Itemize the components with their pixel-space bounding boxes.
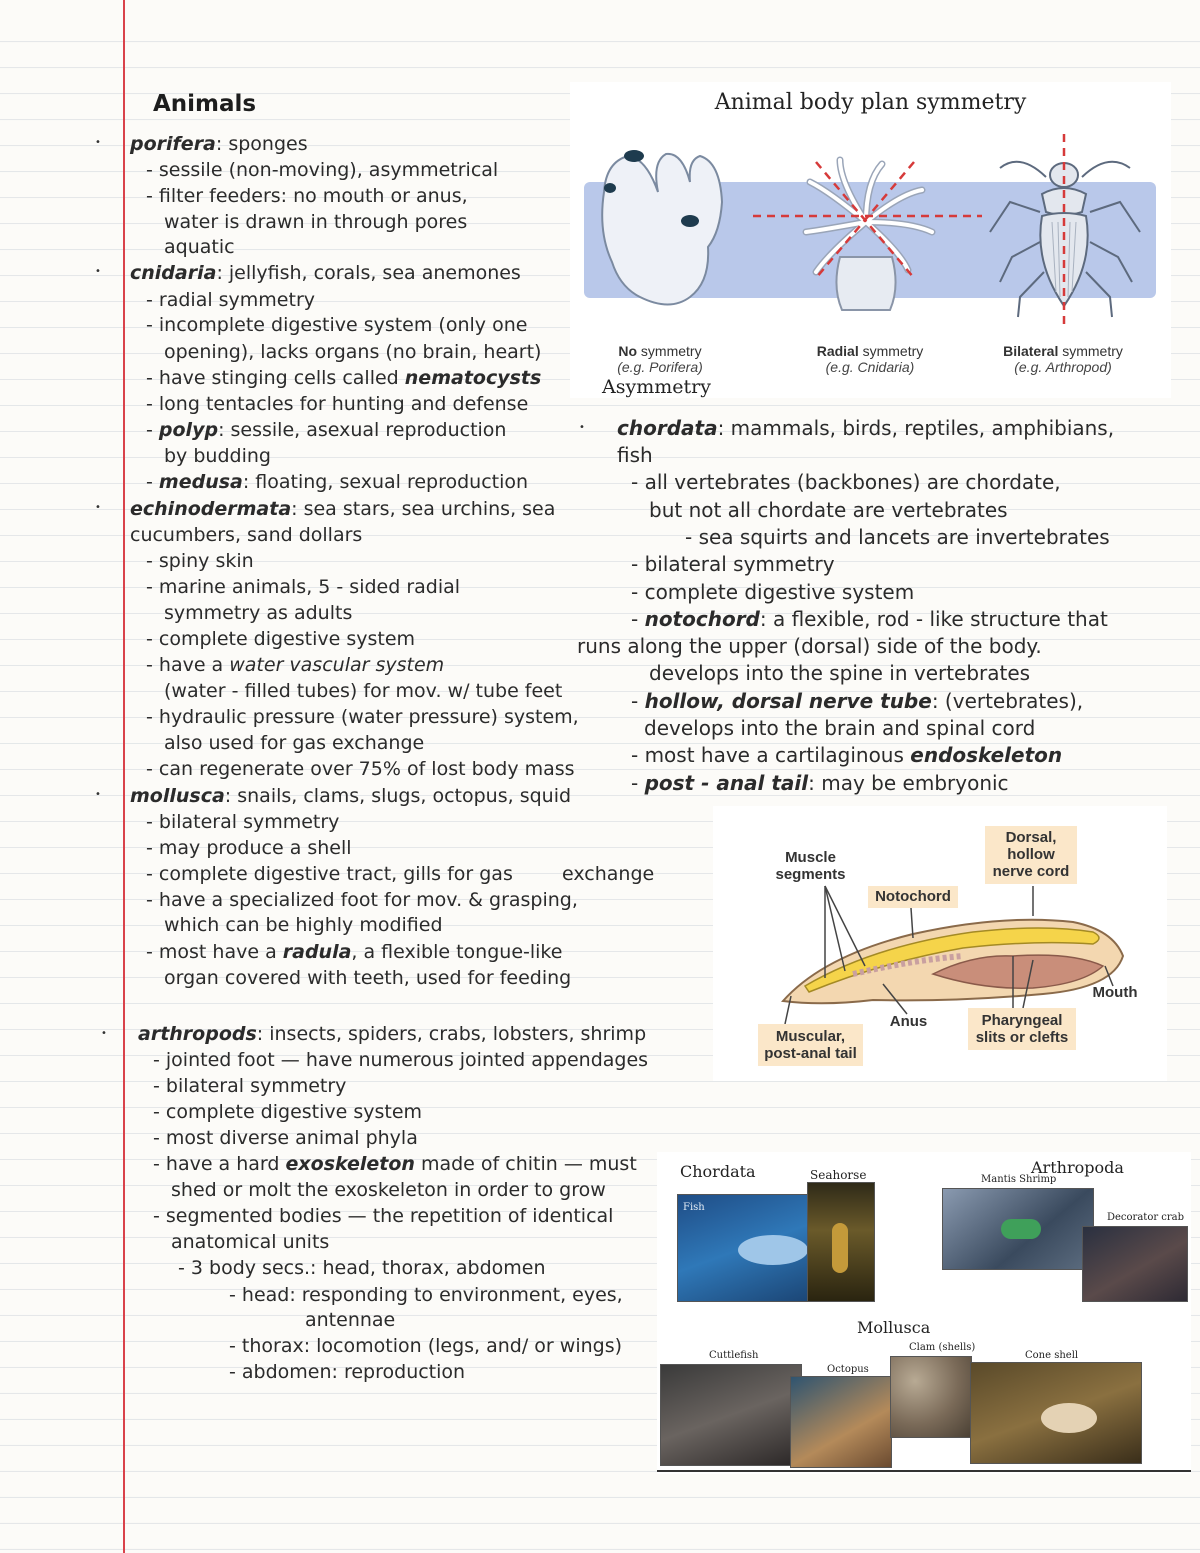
arthropods-item: antennae	[305, 1309, 396, 1331]
mollusca-item: - complete digestive tract, gills for gas	[146, 863, 513, 885]
label-arthropoda: Arthropoda	[1031, 1158, 1124, 1177]
label-chordata: Chordata	[680, 1162, 756, 1181]
label-mantis-shrimp: Mantis Shrimp	[981, 1174, 1057, 1185]
mollusca-item: - may produce a shell	[146, 837, 352, 859]
cnidaria-item: - have stinging cells called nematocysts	[146, 367, 542, 389]
echinodermata-heading: echinodermata: sea stars, sea urchins, sea	[130, 498, 556, 520]
label-clam: Clam (shells)	[909, 1342, 976, 1353]
label-cuttlefish: Cuttlefish	[709, 1350, 759, 1361]
echinodermata-item: cucumbers, sand dollars	[130, 524, 363, 546]
chordata-item: - all vertebrates (backbones) are chordate,	[631, 470, 1061, 494]
echinodermata-item: - marine animals, 5 - sided radial	[146, 576, 461, 598]
echinodermata-item: - hydraulic pressure (water pressure) system,	[146, 706, 579, 728]
label-pharyngeal-slits: Pharyngeal slits or clefts	[975, 1012, 1069, 1046]
label-dorsal-nerve-cord: Dorsal, hollow nerve cord	[992, 829, 1070, 880]
cnidaria-polyp: - polyp: sessile, asexual reproduction	[146, 419, 507, 441]
echinodermata-item: also used for gas exchange	[164, 732, 425, 754]
label-seahorse: Seahorse	[810, 1168, 867, 1182]
label-cone-shell: Cone shell	[1025, 1350, 1079, 1361]
mollusca-item: exchange	[562, 863, 655, 885]
bullet-icon: •	[579, 422, 585, 433]
chordata-item: - complete digestive system	[631, 580, 915, 604]
label-mouth: Mouth	[1092, 984, 1138, 1001]
bullet-icon: •	[95, 266, 101, 277]
porifera-item: water is drawn in through pores	[164, 211, 468, 233]
echinodermata-item: (water - filled tubes) for mov. w/ tube feet	[164, 680, 563, 702]
porifera-item: aquatic	[164, 236, 235, 258]
echinodermata-item: symmetry as adults	[164, 602, 353, 624]
caption-no-symmetry: No symmetry (e.g. Porifera)	[617, 343, 703, 375]
chordata-tail: - post - anal tail: may be embryonic	[631, 771, 1009, 795]
seahorse-photo	[807, 1182, 875, 1302]
label-decorator-crab: Decorator crab	[1107, 1212, 1185, 1223]
cnidaria-item: by budding	[164, 445, 271, 467]
label-fish: Fish	[683, 1202, 705, 1213]
bullet-icon: •	[95, 502, 101, 513]
asymmetry-note: Asymmetry	[602, 376, 711, 398]
cnidaria-item: - incomplete digestive system (only one	[146, 314, 528, 336]
label-post-anal-tail: Muscular, post-anal tail	[764, 1028, 857, 1062]
page-title: Animals	[153, 91, 257, 117]
cone-shell-photo	[970, 1362, 1142, 1464]
chordata-item: develops into the spine in vertebrates	[649, 661, 1031, 685]
bullet-icon: •	[101, 1028, 107, 1039]
echinodermata-item: - can regenerate over 75% of lost body mass	[146, 758, 575, 780]
chordata-item: - sea squirts and lancets are invertebrates	[685, 525, 1110, 549]
label-anus: Anus	[889, 1013, 928, 1030]
arthropods-item: anatomical units	[171, 1231, 330, 1253]
arthropods-item: - abdomen: reproduction	[229, 1361, 466, 1383]
porifera-heading: porifera: sponges	[130, 133, 308, 155]
figure-baseline	[657, 1470, 1191, 1472]
phyla-photos-figure	[657, 1152, 1191, 1474]
caption-radial-symmetry: Radial symmetry (e.g. Cnidaria)	[816, 343, 924, 375]
bullet-icon: •	[95, 789, 101, 800]
decorator-crab-photo	[1082, 1226, 1188, 1302]
mollusca-radula: - most have a radula, a flexible tongue-like	[146, 941, 563, 963]
octopus-photo	[790, 1376, 892, 1468]
clam-shells-photo	[890, 1356, 972, 1438]
chordata-item: runs along the upper (dorsal) side of the body.	[577, 634, 1042, 658]
bullet-icon: •	[95, 137, 101, 148]
chordata-item: fish	[617, 443, 653, 467]
symmetry-figure-title: Animal body plan symmetry	[714, 90, 1027, 115]
label-notochord: Notochord	[875, 888, 951, 905]
cnidaria-item: opening), lacks organs (no brain, heart)	[164, 341, 542, 363]
cuttlefish-photo	[660, 1364, 802, 1466]
echinodermata-item: - have a water vascular system	[146, 654, 445, 676]
arthropods-item: - jointed foot — have numerous jointed appendages	[153, 1049, 649, 1071]
arthropods-item: - bilateral symmetry	[153, 1075, 347, 1097]
cnidaria-medusa: - medusa: floating, sexual reproduction	[146, 471, 529, 493]
cnidaria-heading: cnidaria: jellyfish, corals, sea anemones	[130, 262, 521, 284]
arthropods-heading: arthropods: insects, spiders, crabs, lobsters, shrimp	[138, 1023, 647, 1045]
mollusca-item: which can be highly modified	[164, 914, 443, 936]
chordata-heading: chordata: mammals, birds, reptiles, amphibians,	[617, 416, 1115, 440]
arthropods-item: shed or molt the exoskeleton in order to grow	[171, 1179, 606, 1201]
echinodermata-item: - spiny skin	[146, 550, 254, 572]
echinodermata-item: - complete digestive system	[146, 628, 416, 650]
cnidaria-item: - radial symmetry	[146, 289, 316, 311]
chordata-nerve-tube: - hollow, dorsal nerve tube: (vertebrates),	[631, 689, 1084, 713]
chordata-notochord: - notochord: a flexible, rod - like structure that	[631, 607, 1108, 631]
mollusca-item: organ covered with teeth, used for feeding	[164, 967, 572, 989]
chordata-item: develops into the brain and spinal cord	[644, 716, 1036, 740]
porifera-item: - filter feeders: no mouth or anus,	[146, 185, 468, 207]
margin-line	[123, 0, 125, 1553]
arthropods-item: - 3 body secs.: head, thorax, abdomen	[178, 1257, 546, 1279]
mollusca-heading: mollusca: snails, clams, slugs, octopus, squid	[130, 785, 572, 807]
symmetry-figure	[570, 82, 1171, 398]
caption-bilateral-symmetry: Bilateral symmetry (e.g. Arthropod)	[1003, 343, 1123, 375]
arthropods-item: - head: responding to environment, eyes,	[229, 1284, 623, 1306]
arthropods-exoskeleton: - have a hard exoskeleton made of chitin — must	[153, 1153, 637, 1175]
arthropods-item: - segmented bodies — the repetition of identical	[153, 1205, 614, 1227]
label-muscle-segments: Muscle segments	[775, 849, 846, 883]
arthropods-item: - thorax: locomotion (legs, and/ or wings)	[229, 1335, 623, 1357]
chordata-item: - bilateral symmetry	[631, 552, 835, 576]
label-mollusca: Mollusca	[857, 1318, 931, 1337]
chordata-endoskeleton: - most have a cartilaginous endoskeleton	[631, 743, 1063, 767]
mollusca-item: - bilateral symmetry	[146, 811, 340, 833]
chordate-anatomy-figure	[713, 806, 1167, 1081]
porifera-item: - sessile (non-moving), asymmetrical	[146, 159, 499, 181]
arthropods-item: - most diverse animal phyla	[153, 1127, 418, 1149]
chordata-item: but not all chordate are vertebrates	[649, 498, 1008, 522]
mantis-shrimp-photo	[942, 1188, 1094, 1270]
label-octopus: Octopus	[827, 1364, 869, 1375]
cnidaria-item: - long tentacles for hunting and defense	[146, 393, 529, 415]
mollusca-item: - have a specialized foot for mov. & grasping,	[146, 889, 578, 911]
arthropods-item: - complete digestive system	[153, 1101, 423, 1123]
